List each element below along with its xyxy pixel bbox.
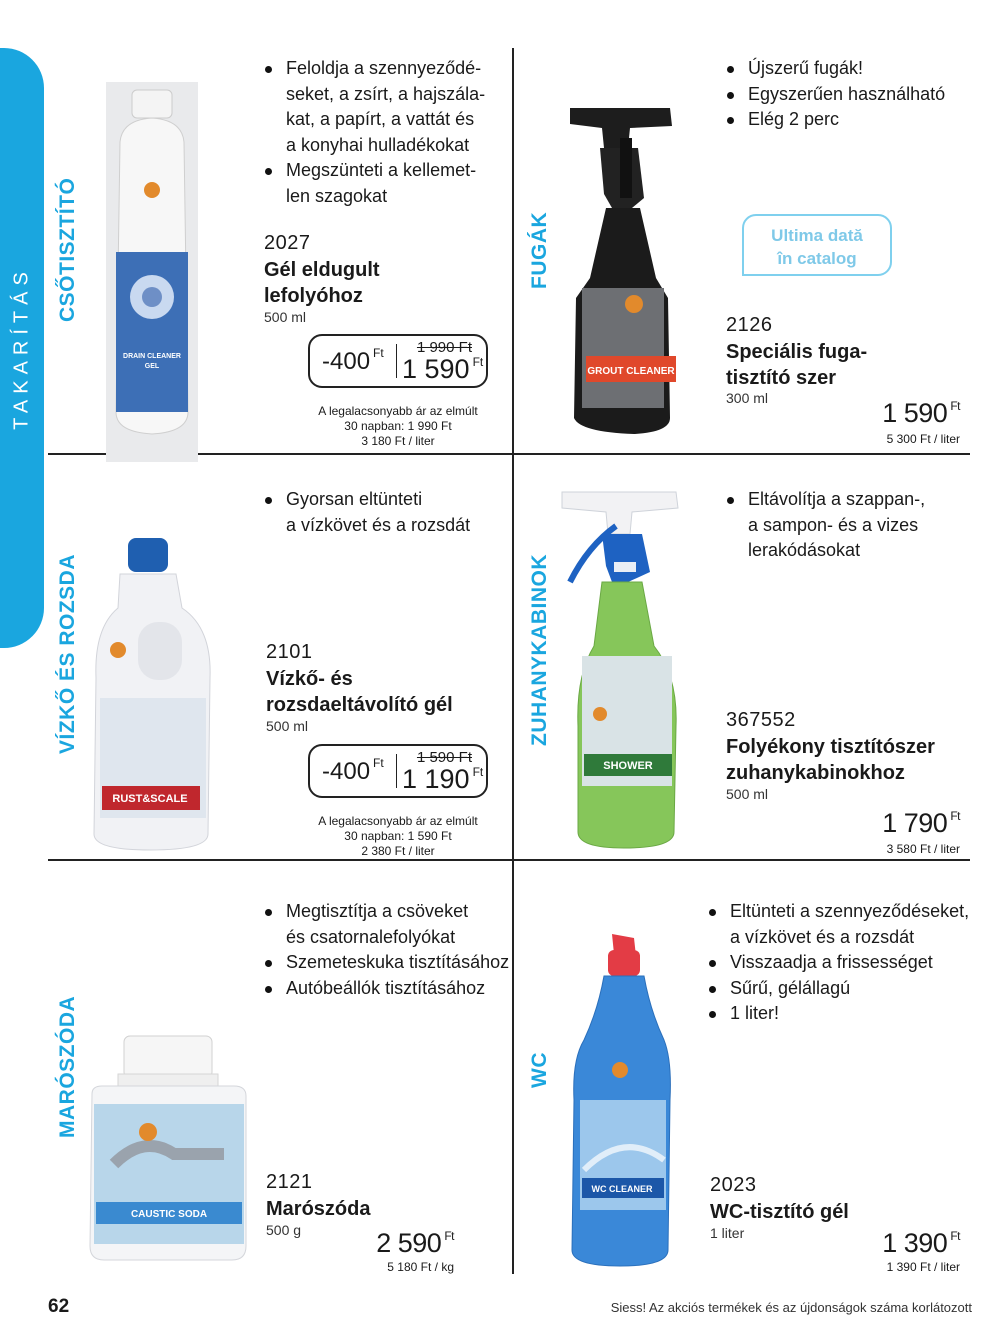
unit-price: 3 580 Ft / liter — [886, 842, 960, 856]
feature-bullet: Feloldja a szennyeződé- seket, a zsírt, a hajszála- kat, a papírt, a vattát és a konyhai hulladékokat — [286, 56, 526, 158]
bottle-label-text: GEL — [144, 363, 160, 370]
section-tab-label: TAKARÍTÁS — [10, 266, 33, 430]
unit-price: 5 300 Ft / liter — [886, 432, 960, 446]
feature-list — [724, 487, 988, 564]
footer-disclaimer: Siess! Az akciós termékek és az újdonságok száma korlátozott — [610, 1300, 972, 1315]
product-code: 2121 — [266, 1171, 313, 1193]
product-price: 1 590 $^{Ft}$ — [882, 398, 960, 428]
feature-bullet: Eltünteti a szennyeződéseket, a vízkövet és a rozsdát — [730, 899, 1000, 950]
feature-list — [262, 56, 526, 209]
discount-price-box — [308, 744, 488, 798]
product-name: Folyékony tisztítószer zuhanykabinokhoz — [726, 736, 935, 784]
product-code: 2023 — [710, 1174, 757, 1196]
feature-list — [706, 899, 1000, 1027]
feature-bullet: Visszaadja a frissességet — [730, 950, 1000, 976]
last-in-catalog-stamp: Ultima dată în catalog — [742, 214, 892, 276]
row-divider-2 — [48, 859, 970, 861]
product-code: 2027 — [264, 232, 311, 254]
bottle-label-text: CAUSTIC SODA — [130, 1209, 208, 1220]
category-label: FUGÁK — [528, 211, 551, 289]
product-code: 2101 — [266, 641, 313, 663]
old-price: 1 990 Ft — [416, 339, 472, 356]
product-size: 500 ml — [726, 786, 769, 802]
product-size: 300 ml — [726, 390, 769, 406]
product-code: 367552 — [726, 709, 796, 731]
bottle-label-text: GROUT CLEANER — [587, 366, 675, 377]
product-name: Marószóda — [266, 1198, 371, 1220]
feature-list — [262, 899, 536, 1001]
category-label: WC — [528, 1052, 551, 1088]
feature-bullet: Megszünteti a kellemet- len szagokat — [286, 158, 526, 209]
caustic-soda-container-image — [84, 1034, 252, 1264]
feature-bullet: Szemeteskuka tisztításához — [286, 950, 536, 976]
category-label: ZUHANYKABINOK — [528, 554, 551, 746]
unit-price: 5 180 Ft / kg — [387, 1260, 454, 1274]
section-tab — [0, 48, 44, 648]
discount-price-box — [308, 334, 488, 388]
feature-bullet: Sűrű, gélállagú — [730, 976, 1000, 1002]
category-label: MARÓSZÓDA — [56, 995, 79, 1138]
product-size: 500 ml — [264, 309, 307, 325]
product-size: 500 ml — [266, 718, 309, 734]
feature-list — [724, 56, 988, 133]
product-price: 1 790 $^{Ft}$ — [882, 808, 960, 838]
wc-cleaner-bottle-image — [564, 930, 676, 1270]
discount-amount: -400 $^{Ft}$ — [322, 756, 384, 785]
feature-bullet: Gyorsan eltünteti a vízkövet és a rozsdát — [286, 487, 526, 538]
drain-cleaner-bottle-image — [106, 82, 198, 462]
product-size: 500 g — [266, 1222, 302, 1238]
bottle-label-text: WC CLEANER — [591, 1184, 653, 1194]
lowest-price-note: A legalacsonyabb ár az elmúlt 30 napban: 1 990 Ft 3 180 Ft / liter — [318, 404, 478, 448]
lowest-price-note: A legalacsonyabb ár az elmúlt 30 napban: 1 590 Ft 2 380 Ft / liter — [318, 814, 478, 858]
feature-bullet: Autóbeállók tisztításához — [286, 976, 536, 1002]
sale-price: 1 190 $^{Ft}$ — [402, 764, 484, 794]
rust-scale-bottle-image — [90, 538, 214, 852]
feature-bullet: Eltávolítja a szappan-, a sampon- és a vizes lerakódásokat — [748, 487, 988, 564]
grout-cleaner-bottle-image — [560, 98, 710, 438]
column-divider — [512, 48, 514, 1274]
product-code: 2126 — [726, 314, 773, 336]
product-price: 2 590 $^{Ft}$ — [376, 1228, 454, 1258]
discount-amount: -400 $^{Ft}$ — [322, 346, 384, 375]
product-name: Speciális fuga- tisztító szer — [726, 341, 868, 389]
product-size: 1 liter — [710, 1225, 745, 1241]
feature-list — [262, 487, 526, 538]
category-label: VÍZKŐ ÉS ROZSDA — [56, 553, 79, 754]
product-name: Gél eldugult lefolyóhoz — [264, 259, 380, 307]
feature-bullet: Egyszerűen használható — [748, 82, 988, 108]
shower-cleaner-bottle-image — [558, 486, 708, 856]
bottle-label-text: DRAIN CLEANER — [123, 353, 181, 360]
feature-bullet: Megtisztítja a csöveket és csatornalefolyókat — [286, 899, 536, 950]
sale-price: 1 590 $^{Ft}$ — [402, 354, 484, 384]
old-price: 1 590 Ft — [416, 749, 472, 766]
feature-bullet: Újszerű fugák! — [748, 56, 988, 82]
page-number: 62 — [48, 1296, 70, 1317]
bottle-label-text: RUST&SCALE — [112, 793, 188, 805]
product-name: WC-tisztító gél — [710, 1201, 849, 1223]
product-price: 1 390 $^{Ft}$ — [882, 1228, 960, 1258]
category-label: CSŐTISZTÍTÓ — [56, 177, 79, 322]
feature-bullet: Elég 2 perc — [748, 107, 988, 133]
product-name: Vízkő- és rozsdaeltávolító gél — [266, 668, 453, 716]
bottle-label-text: SHOWER — [603, 760, 653, 772]
unit-price: 1 390 Ft / liter — [886, 1260, 960, 1274]
feature-bullet: 1 liter! — [730, 1001, 1000, 1027]
